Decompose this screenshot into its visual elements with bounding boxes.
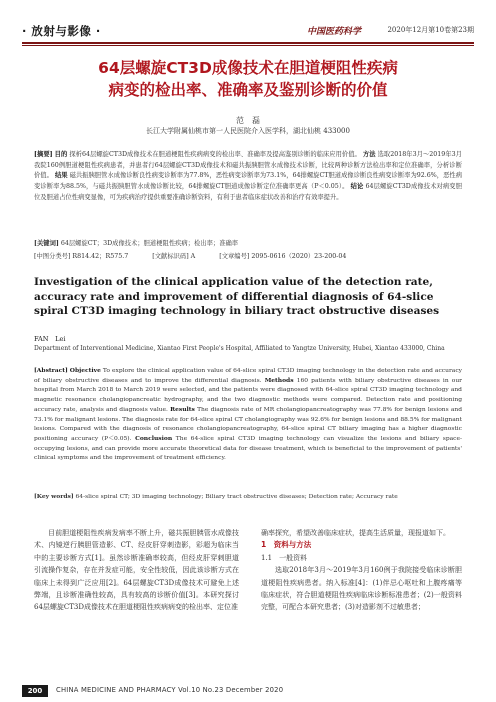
english-title: Investigation of the clinical application value of the detection rate, accuracy rate and improvement of differential diagnosis of 64-slice spiral CT3D imaging technology in biliary tract obstructive diseases	[34, 276, 440, 318]
objective-text: 探析64层螺旋CT3D成像技术在胆道梗阻性疾病病变的检出率、准确率及提高鉴别诊断的临床应用价值。	[69, 151, 361, 158]
running-footer	[22, 685, 474, 697]
keywords-cn-text: 64层螺旋CT；3D成像技术；胆道梗阻性疾病；检出率；准确率	[60, 240, 239, 247]
results-label: 结果	[54, 172, 68, 180]
body-column-right	[261, 527, 462, 614]
footer-journal: CHINA MEDICINE AND PHARMACY Vol.10 No.23 December 2020	[56, 686, 284, 694]
results-en-text: The diagnosis rate of MR cholangiopancreatography was 77.8% for benign lesions and 73.1% for malignant lesions. The diagnosis rate for 64-slice spiral CT cholangiography was 92.6% for benign lesions and 88.5% for malignant lesions. Compared with the diagnosis of resonance cholangiopancreatography, 64-slice spiral CT biliary imaging has a higher diagnostic positioning accuracy (P＜0.05).	[34, 405, 463, 442]
journal-name: 中国医药科学	[306, 27, 361, 37]
page-number: 200	[22, 685, 48, 697]
conclusion-en-text: The 64-slice spiral CT3D imaging technology can visualize the lesions and biliary space-occupying lesions, and can provide more accurate theoretical data for disease treatment, which is beneficial to the improvement of patients' clinical symptoms and the improvement of treatment efficiency.	[34, 434, 463, 462]
article-number: [文章编号] 2095-0616（2020）23-200-04	[219, 253, 347, 260]
objective-en-label: Objective	[69, 367, 101, 374]
objective-en-text: To explore the clinical application value of 64-slice spiral CT3D imaging technology in the detection rate and accuracy of biliary obstructive diseases and to improve the differential diagnosis.	[34, 367, 463, 384]
methods-text: 选取2018年3月～2019年3月我院160例胆道梗阻性疾病患者，并患者行64层螺旋CT3D成像技术和磁共振胰胆管水成像技术诊断，比较两种诊断方法检出率和定位准确率，分析诊断价值。	[34, 151, 462, 180]
section-label: · 放射与影像 ·	[22, 24, 101, 38]
document-code: [文献标识码] A	[152, 253, 196, 260]
abstract-cn	[34, 150, 462, 204]
classification-line	[34, 251, 462, 260]
affiliation: 长江大学附属仙桃市第一人民医院介入医学科，湖北仙桃 433000	[146, 127, 350, 135]
keywords-en-label: [Key words]	[34, 493, 74, 500]
keywords-en-text: 64-slice spiral CT; 3D imaging technology; Biliary tract obstructive diseases; Detection rate; Accuracy rate	[75, 493, 398, 500]
methods-en-label: Methods	[264, 376, 294, 384]
conclusion-text: 64层螺旋CT3D成像技术对病变胆位及胆道占位性病变显像，可为疾病治疗提供重要准确诊断资料，有利于患者临床症状改善和治疗有效率提升。	[34, 183, 462, 201]
methods-en-text: 160 patients with biliary obstructive diseases in our hospital from March 2018 to March 2019 were selected, and the patients were diagnosed with 64-slice spiral CT3D imaging technology and magnetic resonance cholangiopancreatic hydrography, and the two diagnostic methods were compared. Detection rate and positioning accuracy rate, analysis and diagnosis value.	[34, 376, 462, 413]
section-heading: 1 资料与方法	[261, 540, 312, 550]
conclusion-label: 结论	[350, 183, 364, 191]
body-column-left: 目前胆道梗阻性疾病发病率不断上升，磁共振胆胰管水成像技术、内镜逆行胰胆管造影、CT、经皮肝穿刺造影，彩超为临床当中的主要诊断方式[1]。虽然诊断准确率较高，但经皮肝穿刺胆道引流操作复杂，存在并发症可能，安全性较低，因此该诊断方式在临床上未得到广泛应用[2]。64层螺旋CT3D成像技术可避免上述弊端，且诊断准确性较高，具有较高的诊断价值[3]。本研究探讨64层螺旋CT3D成像技术在胆道梗阻性疾病病变的检出率、定位准	[34, 529, 239, 612]
clc-number: [中图分类号] R814.42；R575.7	[34, 253, 129, 260]
keywords-cn	[34, 238, 462, 247]
header-rule	[22, 42, 474, 44]
abstract-cn-label: [摘要]	[34, 151, 53, 158]
abstract-en-label: [Abstract]	[34, 367, 68, 374]
english-affiliation: Department of Interventional Medicine, Xiantao First People's Hospital, Affiliated to Yangtze University, Hubei, Xiantao 433000, China	[34, 345, 445, 352]
results-en-label: Results	[170, 405, 195, 413]
title-line-2: 病变的检出率、准确率及鉴别诊断的价值	[108, 81, 388, 99]
results-text: 磁共振胰胆管水成像诊断良性病变诊断率为77.8%，恶性病变诊断率为73.1%，64排螺旋CT胆道成像诊断良性病变诊断率为92.6%，恶性病变诊断率为88.5%，与磁共振胰胆管水成像诊断比较，64排螺旋CT胆道成像诊断定位准确率更高（P＜0.05）。	[34, 172, 462, 191]
author: 范 磊	[236, 116, 260, 125]
article-title	[22, 57, 474, 101]
header-rule-thin	[22, 45, 474, 46]
body-paragraph: 选取2018年3月～2019年3月160例于我院接受临床诊断胆道梗阻性疾病患者。纳入标准[4]：(1)伴忌心呕吐和上腹疼痛等临床症状，符合胆道梗阻性疾病临床诊断标准患者；(2)一般资料完整，可配合本研究患者；(3)对造影剂不过敏患者；	[261, 566, 462, 612]
abstract-en	[34, 366, 462, 463]
title-line-1: 64层螺旋CT3D成像技术在胆道梗阻性疾病	[98, 59, 398, 77]
methods-label: 方法	[362, 151, 376, 158]
conclusion-en-label: Conclusion	[135, 434, 173, 442]
keywords-cn-label: [关键词]	[34, 240, 59, 247]
objective-label: 目的	[54, 151, 68, 158]
subsection-heading: 1.1 一般资料	[261, 553, 308, 562]
body-paragraph-continued: 确率探究，希望改善临床症状，提高生活质量，现报道如下。	[261, 529, 450, 537]
issue-info: 2020年12月第10卷第23期	[387, 26, 474, 34]
keywords-en	[34, 493, 462, 500]
english-author: FAN Lei	[34, 335, 66, 343]
